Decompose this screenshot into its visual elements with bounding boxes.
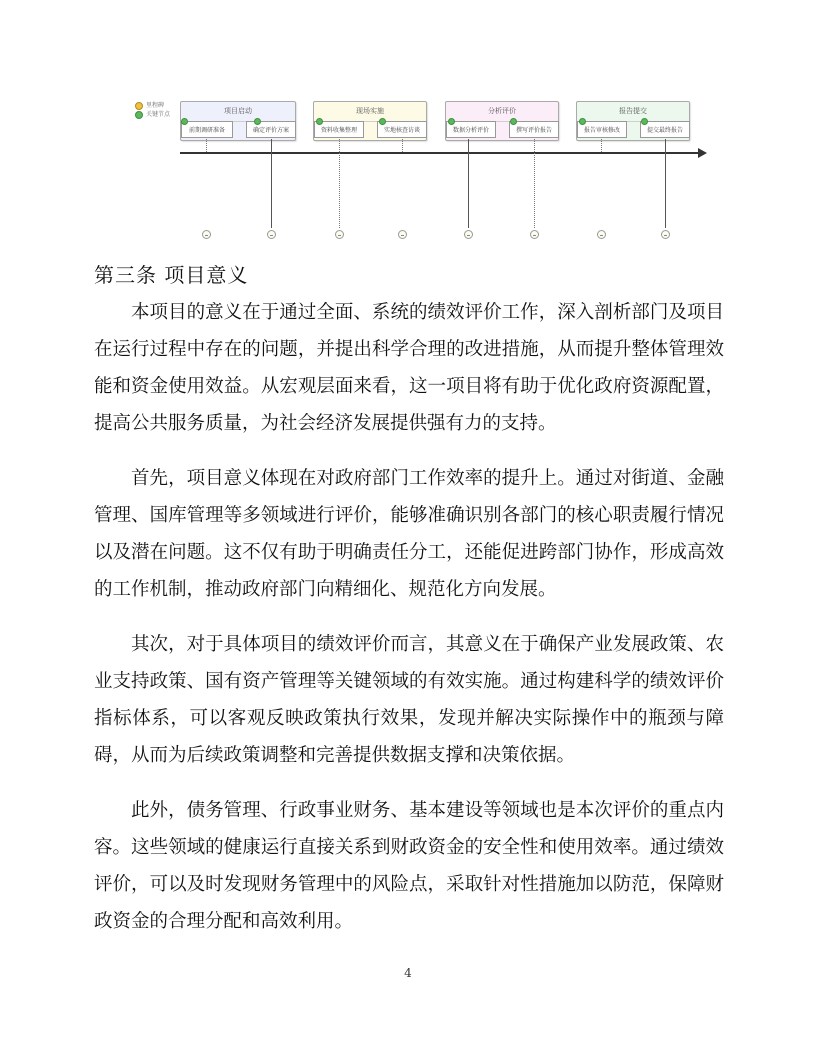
milestone-dot-icon bbox=[135, 102, 143, 110]
milestone-marker-icon bbox=[335, 230, 344, 239]
legend-item-milestone bbox=[135, 101, 170, 110]
task-box: 撰写评价报告 bbox=[509, 121, 559, 138]
diagram-legend bbox=[135, 101, 170, 119]
task-node-icon bbox=[316, 118, 323, 125]
task-node-icon bbox=[641, 118, 648, 125]
milestone-marker-icon bbox=[530, 230, 539, 239]
milestone-marker-icon bbox=[267, 230, 276, 239]
task-box: 提交最终报告 bbox=[640, 121, 690, 138]
milestone-marker-icon bbox=[661, 230, 670, 239]
task-box: 数据分析评价 bbox=[446, 121, 496, 138]
paragraph-2: 首先，项目意义体现在对政府部门工作效率的提升上。通过对街道、金融管理、国库管理等多领域进行评价，能够准确识别各部门的核心职责履行情况以及潜在问题。这不仅有助于明确责任分工，还能促进跨部门协作，形成高效的工作机制，推动政府部门向精细化、规范化方向发展。 bbox=[94, 468, 724, 600]
paragraph-3: 其次，对于具体项目的绩效评价而言，其意义在于确保产业发展政策、农业支持政策、国有资产管理等关键领域的有效实施。通过构建科学的绩效评价指标体系，可以客观反映政策执行效果，发现并解决实际操作中的瓶颈与障碍，从而为后续政策调整和完善提供数据支撑和决策依据。 bbox=[94, 634, 724, 766]
phase-title: 报告提交 bbox=[577, 102, 689, 122]
task-box: 资料收集整理 bbox=[314, 121, 364, 138]
task-node-icon bbox=[181, 118, 188, 125]
task-box: 前期调研准备 bbox=[181, 121, 233, 138]
timeline-diagram bbox=[0, 0, 816, 250]
milestone-marker-icon bbox=[202, 230, 211, 239]
connector-line bbox=[402, 139, 403, 152]
legend-label-keynode: 关键节点 bbox=[146, 111, 171, 118]
milestone-marker-icon bbox=[597, 230, 606, 239]
paragraph-1: 本项目的意义在于通过全面、系统的绩效评价工作，深入剖析部门及项目在运行过程中存在的问题，并提出科学合理的改进措施，从而提升整体管理效能和资金使用效益。从宏观层面来看，这一项目将有助于优化政府资源配置，提高公共服务质量，为社会经济发展提供强有力的支持。 bbox=[94, 302, 724, 434]
task-node-icon bbox=[510, 118, 517, 125]
connector-line bbox=[339, 139, 340, 228]
connector-line bbox=[271, 139, 272, 228]
keynode-dot-icon bbox=[135, 111, 143, 119]
connector-line bbox=[665, 139, 666, 228]
task-node-icon bbox=[448, 118, 455, 125]
legend-item-keynode bbox=[135, 110, 170, 119]
phase-title: 现场实施 bbox=[314, 102, 426, 122]
section-heading: 第三条 项目意义 bbox=[94, 263, 249, 287]
connector-line bbox=[534, 139, 535, 228]
connector-line bbox=[468, 139, 469, 228]
task-box: 实地核查访谈 bbox=[377, 121, 427, 138]
task-box: 确定评价方案 bbox=[246, 121, 296, 138]
axis-arrow-icon bbox=[698, 148, 707, 158]
legend-label-milestone: 里程碑 bbox=[146, 102, 165, 109]
task-node-icon bbox=[379, 118, 386, 125]
milestone-marker-icon bbox=[464, 230, 473, 239]
timeline-axis bbox=[180, 152, 700, 154]
task-node-icon bbox=[254, 118, 261, 125]
page-number: 4 bbox=[404, 966, 412, 980]
milestone-marker-icon bbox=[398, 230, 407, 239]
task-node-icon bbox=[579, 118, 586, 125]
connector-line bbox=[601, 139, 602, 152]
task-box: 报告审核修改 bbox=[577, 121, 627, 138]
phase-title: 分析评价 bbox=[446, 102, 558, 122]
paragraph-4: 此外，债务管理、行政事业财务、基本建设等领域也是本次评价的重点内容。这些领域的健康运行直接关系到财政资金的安全性和使用效率。通过绩效评价，可以及时发现财务管理中的风险点，采取针对性措施加以防范，保障财政资金的合理分配和高效利用。 bbox=[94, 800, 724, 932]
phase-title: 项目启动 bbox=[181, 102, 295, 122]
connector-line bbox=[206, 139, 207, 152]
